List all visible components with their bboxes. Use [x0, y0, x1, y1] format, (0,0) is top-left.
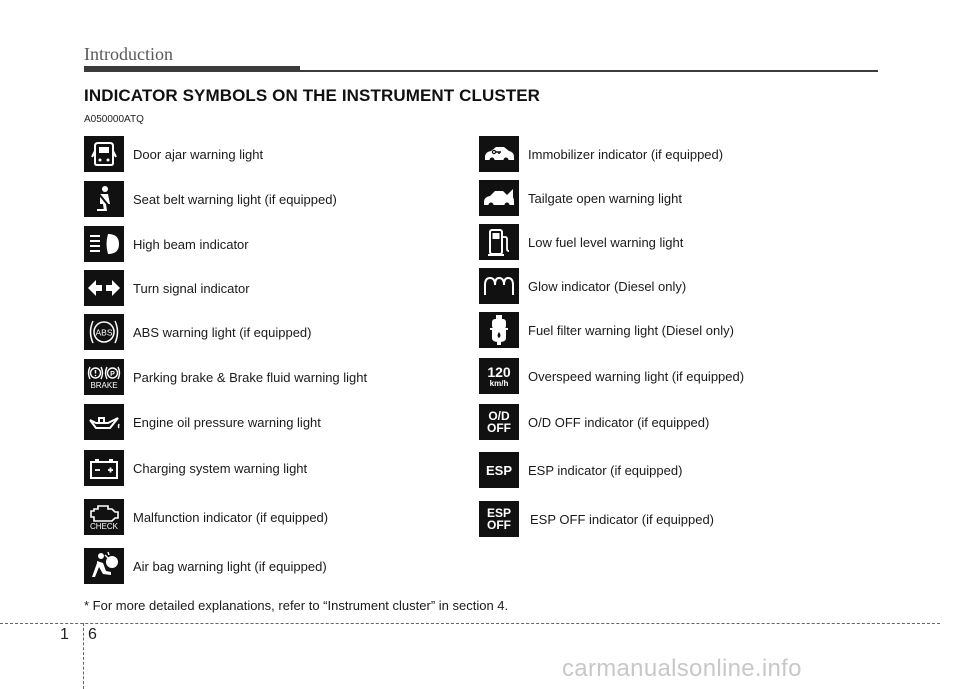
section-title: INDICATOR SYMBOLS ON THE INSTRUMENT CLUSTER [84, 86, 541, 105]
indicator-door-ajar [84, 136, 263, 172]
svg-text:P: P [110, 370, 115, 378]
indicator-label: Malfunction indicator (if equipped) [133, 509, 329, 525]
indicator-glow [479, 268, 686, 304]
indicator-label: Seat belt warning light (if equipped) [133, 191, 337, 207]
indicator-label: Tailgate open warning light [528, 190, 682, 206]
indicator-label: Fuel filter warning light (Diesel only) [528, 322, 734, 338]
header-rule-thick [84, 66, 300, 72]
turn-signal-icon [84, 270, 124, 306]
chapter-number: 1 [60, 626, 69, 643]
indicator-oil-pressure [84, 404, 321, 440]
door-ajar-icon [84, 136, 124, 172]
od-off-icon [479, 404, 519, 440]
indicator-overspeed [479, 358, 744, 394]
indicator-label: O/D OFF indicator (if equipped) [528, 414, 710, 430]
section-code: A050000ATQ [84, 114, 144, 125]
indicator-label: Overspeed warning light (if equipped) [528, 368, 745, 384]
indicator-label: Immobilizer indicator (if equipped) [528, 146, 724, 162]
indicator-label: ABS warning light (if equipped) [133, 324, 312, 340]
overspeed-icon-unit: km/h [489, 378, 509, 388]
indicator-label: Door ajar warning light [133, 146, 264, 162]
indicator-label: Engine oil pressure warning light [133, 414, 321, 430]
indicator-label: Parking brake & Brake fluid warning light [133, 369, 368, 385]
oil-pressure-icon [84, 404, 124, 440]
tailgate-icon [479, 180, 519, 216]
indicator-seat-belt [84, 181, 337, 217]
esp-off-icon [479, 501, 519, 537]
overspeed-icon-text: 120 [487, 363, 511, 380]
indicator-label: Air bag warning light (if equipped) [133, 558, 327, 574]
high-beam-icon [84, 226, 124, 262]
indicator-esp-off [479, 501, 714, 537]
indicator-check-engine [84, 499, 328, 535]
header-title: Introduction [84, 44, 173, 64]
indicator-brake [84, 359, 367, 395]
glow-plug-icon [479, 268, 519, 304]
indicator-label: Turn signal indicator [133, 280, 250, 296]
indicator-low-fuel [479, 224, 683, 260]
indicator-esp [479, 452, 682, 488]
indicator-fuel-filter [479, 312, 734, 348]
indicator-label: ESP OFF indicator (if equipped) [530, 511, 715, 527]
header-rule-thin [300, 70, 878, 72]
indicator-abs [84, 314, 312, 350]
indicator-tailgate [479, 180, 682, 216]
esp-off-icon-text: ESP [486, 506, 511, 520]
fuel-pump-icon [479, 224, 519, 260]
page-number: 6 [88, 626, 97, 643]
airbag-icon [84, 548, 124, 584]
abs-icon [84, 314, 124, 350]
indicator-airbag [84, 548, 327, 584]
immobilizer-icon [479, 136, 519, 172]
indicator-high-beam [84, 226, 249, 262]
indicator-label: High beam indicator [133, 236, 249, 252]
fuel-filter-icon [479, 312, 519, 348]
indicator-label: Charging system warning light [133, 460, 308, 476]
brake-icon [84, 359, 124, 395]
abs-icon-text: ABS [95, 327, 113, 338]
esp-off-icon-text2: OFF [487, 518, 511, 532]
footer-divider [83, 623, 84, 689]
esp-icon [479, 452, 519, 488]
indicator-turn-signal [84, 270, 250, 306]
indicator-battery [84, 450, 307, 486]
footnote: * For more detailed explanations, refer to “Instrument cluster” in section 4. [84, 598, 509, 613]
check-engine-icon-text: CHECK [89, 521, 118, 531]
overspeed-icon [479, 358, 519, 394]
footer-rule [0, 623, 940, 624]
od-off-icon-text: O/D [488, 409, 510, 423]
indicator-label: ESP indicator (if equipped) [528, 462, 683, 478]
brake-icon-text: BRAKE [90, 380, 118, 390]
indicator-od-off [479, 404, 709, 440]
indicator-label: Low fuel level warning light [528, 234, 684, 250]
od-off-icon-text2: OFF [487, 421, 511, 435]
battery-icon [84, 450, 124, 486]
indicator-label: Glow indicator (Diesel only) [528, 278, 687, 294]
watermark: carmanualsonline.info [562, 655, 802, 682]
check-engine-icon [84, 499, 124, 535]
indicator-immobilizer [479, 136, 723, 172]
seat-belt-icon [84, 181, 124, 217]
esp-icon-text: ESP [485, 462, 512, 478]
